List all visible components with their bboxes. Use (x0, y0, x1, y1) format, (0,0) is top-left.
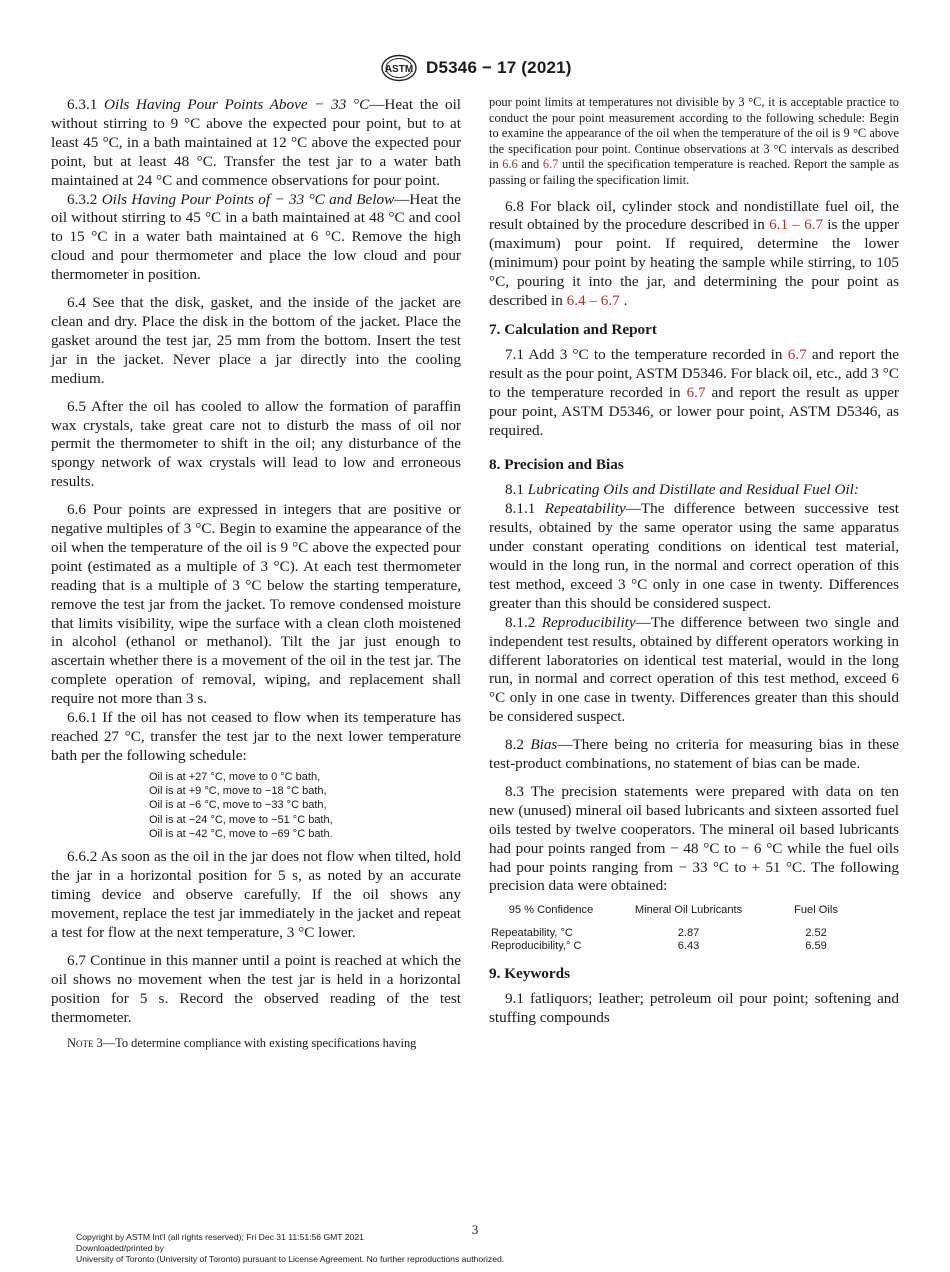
table-cell: 6.59 (805, 939, 827, 952)
table-header-cell: Fuel Oils (794, 904, 838, 917)
heading-precision-bias: 8. Precision and Bias (489, 456, 624, 474)
table-cell: 2.52 (805, 926, 827, 939)
section-6-4: 6.4 See that the disk, gasket, and the inside of the jacket are clean and dry. Place the disk in the bottom of the jacket. Place the gasket around the test jar, 25 mm from the bottom. Insert the test jar in the jacket. Never place a jar directly into the cooling medium. (51, 294, 461, 387)
document-id: D5346 − 17 (2021) (426, 58, 572, 77)
schedule-line: Oil is at −6 °C, move to −33 °C bath, (149, 799, 327, 812)
section-8-1: 8.1 Lubricating Oils and Distillate and Residual Fuel Oil: (505, 481, 859, 499)
section-8-2: 8.2 Bias—There being no criteria for measuring bias in these test-product combinations, no statement of bias can be made. (489, 736, 900, 773)
heading-keywords: 9. Keywords (489, 965, 570, 983)
astm-logo-icon (380, 54, 418, 82)
section-6-3-2: 6.3.2 Oils Having Pour Points of − 33 °C and Below—Heat the oil without stirring to 45 °C in a bath maintained at 48 °C and cool to 15 °C in a water bath maintained at 6 °C. Remove the high cloud and pour thermometer and place the low cloud and pour thermometer in position. (51, 190, 461, 284)
heading-calculation-report: 7. Calculation and Report (489, 321, 657, 338)
section-6-6-1: 6.6.1 If the oil has not ceased to flow when its temperature has reached 27 °C, transfer the test jar to the next lower temperature bath per the following schedule: (51, 709, 461, 764)
right-column (489, 95, 899, 1037)
schedule-line: Oil is at +27 °C, move to 0 °C bath, (149, 770, 321, 783)
section-6-5: 6.5 After the oil has cooled to allow the formation of paraffin wax crystals, take great care not to disturb the mass of oil nor permit the thermometer to shift in the oil; any disturbance of the spongy network of wax crystals will lead to low and erroneous results. (51, 397, 461, 491)
section-6-6-2: 6.6.2 As soon as the oil in the jar does not flow when tilted, hold the jar in a horizontal position for 5 s, as noted by an accurate timing device and observe carefully. If the oil shows any movement, replace the test jar immediately in the jacket and repeat a test for flow at the next temperature, 3 °C lower. (51, 848, 461, 941)
link-6-7[interactable]: 6.7 (686, 383, 706, 401)
schedule-line: Oil is at −42 °C, move to −69 °C bath. (149, 828, 333, 840)
table-header-cell: 95 % Confidence (508, 904, 594, 917)
left-column (51, 96, 461, 1061)
section-6-6: 6.6 Pour points are expressed in integers that are positive or negative multiples of 3 °C. Begin to examine the appearance of the oil when the temperature of the oil is 9 °C above the expected pour point (estimated as a multiple of 3 °C). At each test thermometer reading that is a multiple of 3 °C below the starting temperature, remove the test jar from the jacket. To remove condensed moisture that limits visibility, wipe the surface with a clean cloth moistened in alcohol (ethanol or methanol). Tilt the jar just enough to ascertain whether there is a movement of the oil in the test jar. The complete operation of removal, wiping, and replacement shall require not more than 3 s. (51, 501, 461, 708)
page-number: 3 (471, 1222, 479, 1237)
table-cell: Repeatability, °C (491, 926, 573, 939)
table-header-row (491, 904, 866, 917)
section-6-8: 6.8 For black oil, cylinder stock and nondistillate fuel oil, the result obtained by the procedure described in 6.1 – 6.7 is the upper (maximum) pour point. If required, determine the lower (minimum) pour point by heating the sample while stirring, to 105 °C, pouring it into the jar, and determining the pour point as described in 6.4 – 6.7 . (489, 197, 900, 310)
note-3: Note 3—To determine compliance with existing specifications having (67, 1036, 417, 1051)
precision-table (491, 904, 866, 953)
section-7-1: 7.1 Add 3 °C to the temperature recorded in 6.7 and report the result as the pour point, ASTM D5346. For black oil, etc., add 3 °C to the temperature recorded in 6.7 and report the result as upper pour point, ASTM D5346, or lower pour point, ASTM D5346, as required. (489, 345, 900, 439)
footer-line: University of Toronto (University of Toronto) pursuant to License Agreement. No further reproductions authorized. (76, 1254, 505, 1264)
bath-schedule (149, 770, 461, 841)
schedule-line: Oil is at −24 °C, move to −51 °C bath, (149, 813, 333, 826)
link-6-1-to-6-7[interactable]: 6.1 – 6.7 (769, 216, 824, 234)
table-cell: Reproducibility,° C (491, 939, 582, 952)
section-8-1-2: 8.1.2 Reproducibility—The difference between two single and independent test results, obtained by different operators working in different laboratories on identical test material, would in the long run, in normal and correct operation of this test method, exceed 6 °C only in one case in twenty. Differences greater than this should be considered suspect. (489, 613, 899, 726)
table-header-cell: Mineral Oil Lubricants (634, 904, 743, 917)
table-cell: 2.87 (677, 926, 700, 939)
copyright-footer (76, 1232, 504, 1265)
schedule-line: Oil is at +9 °C, move to −18 °C bath, (149, 785, 327, 798)
section-8-1-1: 8.1.1 Repeatability—The difference between successive test results, obtained by the same operator using the same apparatus under constant operating conditions on identical test material, would in the long run, in the normal and correct operation of this test method, exceed 3 °C only in one case in twenty. Differences greater than this should be considered suspect. (489, 500, 900, 612)
link-6-4-to-6-7[interactable]: 6.4 – 6.7 (566, 292, 620, 310)
section-8-3: 8.3 The precision statements were prepared with data on ten new (unused) mineral oil based lubricants and sixteen assorted fuel oils tested by twelve cooperators. The mineral oil based lubricants had pour points ranged from − 48 °C to − 6 °C while the fuel oils had pour points ranging from − 33 °C to + 51 °C. The following precision data were obtained: (489, 782, 899, 895)
table-cell: 6.43 (677, 939, 700, 952)
footer-line: Copyright by ASTM Int'l (all rights reserved); Fri Dec 31 11:51:56 GMT 2021 (76, 1232, 364, 1242)
link-6-6[interactable]: 6.6 (502, 157, 518, 172)
section-6-7: 6.7 Continue in this manner until a point is reached at which the oil shows no movement when the test jar is held in a horizontal position for 5 s. Record the observed reading of the test thermometer. (51, 951, 461, 1026)
link-6-7[interactable]: 6.7 (542, 157, 559, 172)
svg-text:ASTM: ASTM (384, 64, 414, 75)
footer-line: Downloaded/printed by (76, 1243, 164, 1253)
section-6-3-1: 6.3.1 Oils Having Pour Points Above − 33 °C—Heat the oil without stirring to 9 °C above the expected pour point, but to at least 45 °C, in a bath maintained at 12 °C above the expected pour point, but at least 48 °C. Transfer the test jar to a water bath maintained at 24 °C and commence observations for pour point. (51, 96, 462, 189)
table-row (491, 927, 866, 940)
link-6-7[interactable]: 6.7 (787, 345, 807, 363)
table-row (491, 940, 866, 953)
section-9-1: 9.1 fatliquors; leather; petroleum oil pour point; softening and stuffing compounds (489, 990, 899, 1027)
note-3-continued: pour point limits at temperatures not divisible by 3 °C, it is acceptable practice to conduct the pour point measurement according to the following schedule: Begin to examine the appearance of the oil when the temperature of the oil is 9 °C above the specification pour point. Continue observations at 3 °C intervals as described in 6.6 and 6.7 until the specification temperature is reached. Report the sample as passing or failing the specification limit. (489, 95, 899, 187)
